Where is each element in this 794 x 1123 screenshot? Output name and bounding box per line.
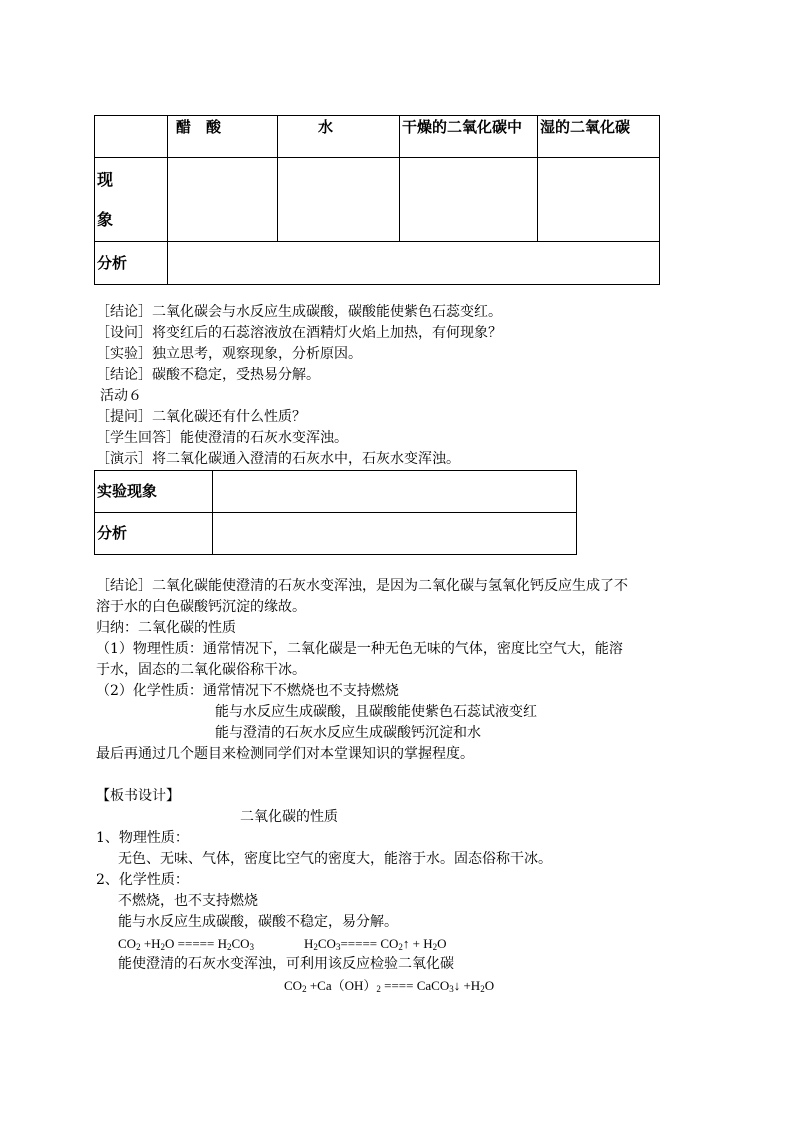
text-line: 溶于水的白色碳酸钙沉淀的缘故。 [96,599,306,615]
text-line: 于水，固态的二氧化碳俗称干冰。 [96,662,306,678]
table-header-cell: 干燥的二氧化碳中 [400,116,538,158]
eq-part: +H [140,936,161,951]
eq-sub: 2 [302,984,307,994]
table-cell [213,513,577,555]
eq-part: +Ca（OH） [306,978,377,993]
table-header-cell: 湿的二氧化碳 [538,116,660,158]
eq-sub: 3 [249,942,255,952]
eq-part: CO [284,978,303,993]
text-line: ［结论］二氧化碳能使澄清的石灰水变浑浊，是因为二氧化碳与氢氧化钙反应生成了不 [96,578,628,594]
board-point-1-text: 无色、无味、气体，密度比空气的密度大，能溶于水。固态俗称干冰。 [118,851,552,867]
eq-part: O [484,978,495,993]
board-point-2-c: 能使澄清的石灰水变浑浊，可利用该反应检验二氧化碳 [118,956,454,972]
row-label-line: 象 [97,210,114,229]
board-point-2-a: 不燃烧，也不支持燃烧 [118,893,258,909]
equation-carbonic-acid-formation [118,933,254,954]
eq-part: CO [231,936,250,951]
table-row [95,158,660,242]
text-line: 能与水反应生成碳酸，且碳酸能使紫色石蕊试液变红 [215,704,537,720]
table-cell [168,242,660,285]
table-cell [400,158,538,242]
eq-part: ↓ +H [453,978,481,993]
row-label: 分析 [95,513,213,555]
eq-part: O ===== H [165,936,227,951]
text-line: ［提问］二氧化碳还有什么性质？ [96,409,306,425]
eq-sub: 2 [376,984,381,994]
eq-sub: 2 [313,942,318,952]
eq-part: CO [118,936,137,951]
row-label: 分析 [95,242,168,285]
text-line: ［学生回答］能使澄清的石灰水变浑浊。 [96,430,348,446]
text-line: ［结论］二氧化碳会与水反应生成碳酸，碳酸能使紫色石蕊变红。 [96,304,502,320]
table-row [95,471,577,513]
table-cell [213,471,577,513]
text-line: ［实验］独立思考，观察现象，分析原因。 [96,346,362,362]
text-line: 归纳：二氧化碳的性质 [96,620,236,636]
text-line: ［演示］将二氧化碳通入澄清的石灰水中，石灰水变浑浊。 [96,451,460,467]
eq-part: CO [317,936,336,951]
equation-limewater [284,975,494,996]
table-cell [168,158,278,242]
row-label-line: 现 [97,170,114,189]
eq-sub: 3 [335,942,341,952]
row-label [95,158,168,242]
eq-part: ===== CO [340,936,399,951]
board-point-1: 1、物理性质： [96,830,189,846]
table-header-cell: 水 [278,116,400,158]
table-header-row [95,116,660,158]
eq-sub: 3 [449,984,454,994]
eq-part: ↑ + H [402,936,433,951]
table-header-cell [95,116,168,158]
eq-part: ==== CaCO [380,978,450,993]
equation-carbonic-acid-decomposition [304,933,447,954]
board-point-2: 2、化学性质： [96,872,189,888]
eq-part: H [304,936,314,951]
row-label: 实验现象 [95,471,213,513]
eq-sub: 2 [226,942,232,952]
eq-sub: 2 [160,942,166,952]
table-cell [278,158,400,242]
demo-table [94,470,577,555]
text-line: 能与澄清的石灰水反应生成碳酸钙沉淀和水 [215,725,481,741]
text-line: （1）物理性质：通常情况下，二氧化碳是一种无色无味的气体，密度比空气大，能溶 [96,641,623,657]
eq-sub: 2 [398,942,403,952]
eq-sub: 2 [136,942,141,952]
table-header-cell: 醋 酸 [168,116,278,158]
table-row [95,513,577,555]
board-point-2-b: 能与水反应生成碳酸，碳酸不稳定，易分解。 [118,914,398,930]
board-heading: 【板书设计】 [96,788,180,804]
eq-sub: 2 [480,984,485,994]
text-line: ［设问］将变红后的石蕊溶液放在酒精灯火焰上加热，有何现象？ [96,325,502,341]
table-row [95,242,660,285]
text-line: （2）化学性质：通常情况下不燃烧也不支持燃烧 [96,683,399,699]
eq-part: O [437,936,447,951]
text-line: 最后再通过几个题目来检测同学们对本堂课知识的掌握程度。 [96,746,474,762]
table-cell [538,158,660,242]
eq-sub: 2 [432,942,438,952]
text-line: ［结论］碳酸不稳定，受热易分解。 [96,367,320,383]
board-title: 二氧化碳的性质 [240,809,338,825]
text-line: 活动６ [100,388,142,404]
observation-table [94,115,660,285]
